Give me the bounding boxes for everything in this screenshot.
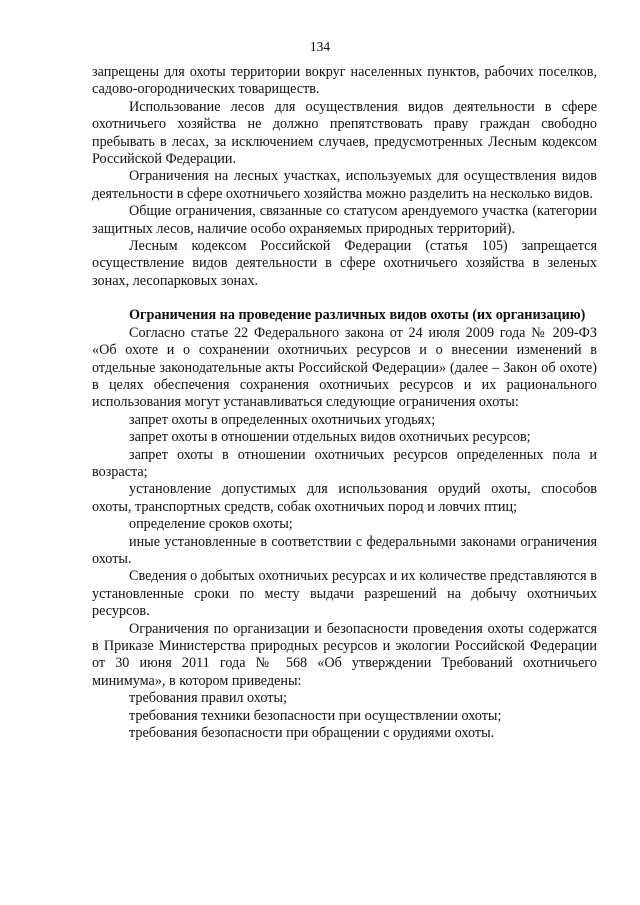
- section-heading: Ограничения на проведение различных видов охоты (их организацию): [129, 307, 586, 324]
- list-item: запрет охоты в отношении охотничьих ресурсов определенных пола и возраста;: [92, 446, 597, 480]
- paragraph: Лесным кодексом Российской Федерации (статья 105) запрещается осуществление видов деятельности в сфере охотничьего хозяйства в зеленых зонах, лесопарковых зонах.: [92, 238, 597, 289]
- list-item: требования правил охоты;: [129, 690, 287, 707]
- list-item: требования техники безопасности при осуществлении охоты;: [129, 707, 502, 724]
- paragraph: запрещены для охоты территории вокруг населенных пунктов, рабочих поселков, садово-огороднических товариществ.: [92, 64, 597, 98]
- paragraph: Сведения о добытых охотничьих ресурсах и их количестве представляются в установленные сроки по месту выдачи разрешений на добычу охотничьих ресурсов.: [92, 568, 597, 620]
- document-body: [92, 64, 597, 742]
- list-item: требования безопасности при обращении с орудиями охоты.: [129, 725, 495, 742]
- list-item: запрет охоты в отношении отдельных видов охотничьих ресурсов;: [129, 429, 531, 446]
- section-spacer: [92, 290, 597, 307]
- paragraph: Ограничения на лесных участках, используемых для осуществления видов деятельности в сфере охотничьего хозяйства можно разделить на несколько видов.: [92, 168, 597, 202]
- paragraph: Согласно статье 22 Федерального закона от 24 июля 2009 года № 209-ФЗ «Об охоте и о сохранении охотничьих ресурсов и о внесении изменений в отдельные законодательные акты Российской Федерации» (далее – Закон об охоте) в целях обеспечения сохранения охотничьих ресурсов и их рационального использования могут устанавливаться следующие ограничения охоты:: [92, 324, 597, 411]
- list-item: установление допустимых для использования орудий охоты, способов охоты, транспортных средств, собак охотничьих пород и ловчих птиц;: [92, 481, 597, 515]
- list-item: иные установленные в соответствии с федеральными законами ограничения охоты.: [92, 533, 597, 567]
- paragraph: Ограничения по организации и безопасности проведения охоты содержатся в Приказе Министерства природных ресурсов и экологии Российской Федерации от 30 июня 2011 года № 568 «Об утверждении Требований охотничьего минимума», в котором приведены:: [92, 620, 597, 689]
- paragraph: Использование лесов для осуществления видов деятельности в сфере охотничьего хозяйства не должно препятствовать праву граждан свободно пребывать в лесах, за исключением случаев, предусмотренных Лесным кодексом Российской Федерации.: [92, 98, 597, 168]
- list-item: запрет охоты в определенных охотничьих угодьях;: [129, 411, 436, 428]
- page-number: 134: [309, 39, 331, 54]
- paragraph: Общие ограничения, связанные со статусом арендуемого участка (категории защитных лесов, наличие особо охраняемых природных территорий).: [92, 203, 597, 237]
- list-item: определение сроков охоты;: [129, 516, 293, 533]
